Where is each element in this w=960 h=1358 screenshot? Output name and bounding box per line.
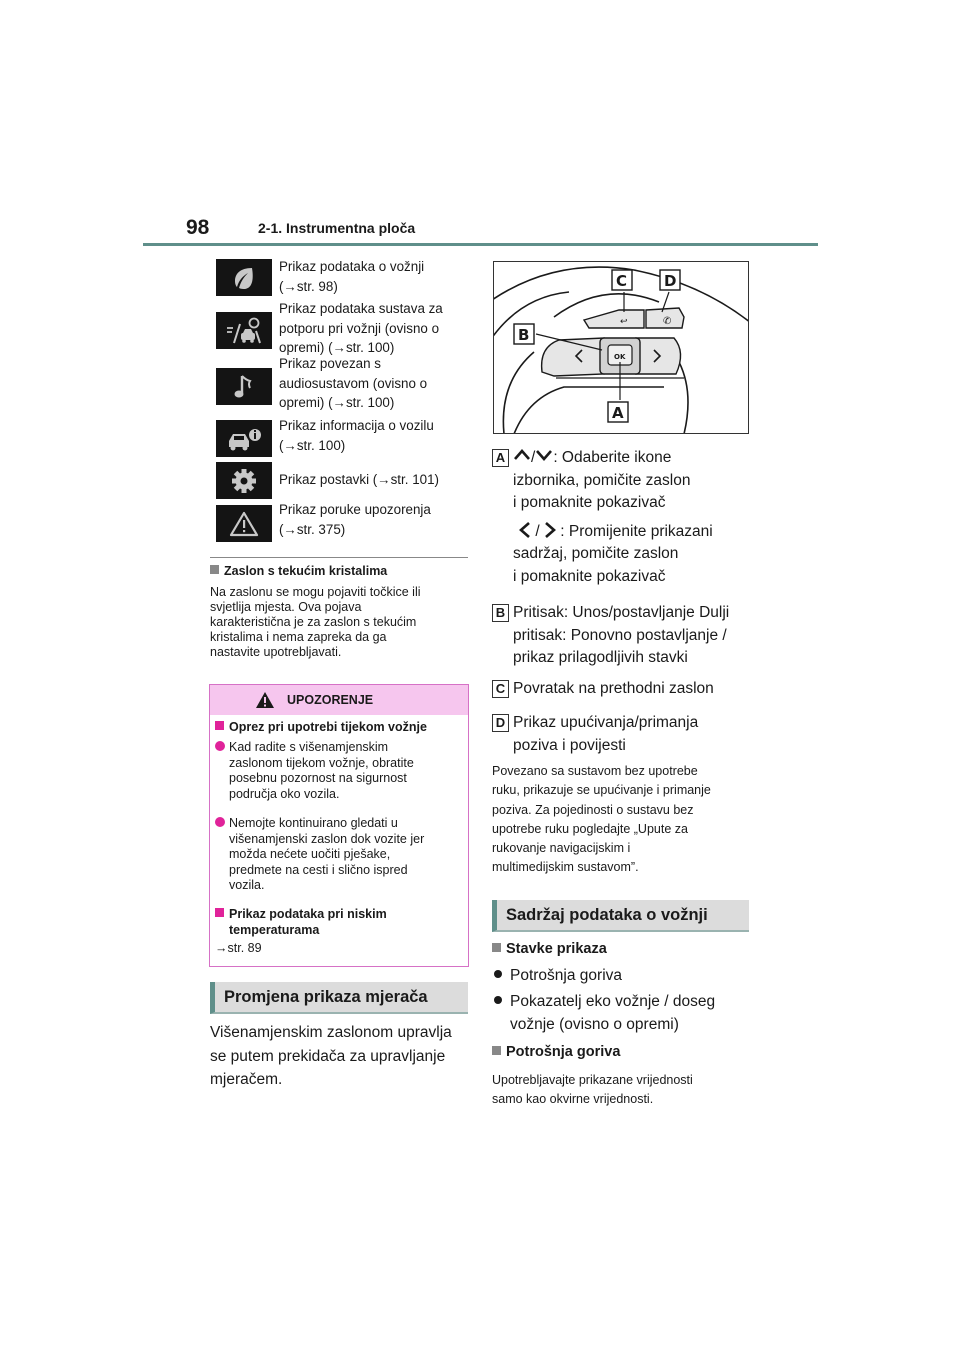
- music-note-icon: [216, 368, 272, 405]
- warning-heading-text: Oprez pri upotrebi tijekom vožnje: [229, 720, 427, 734]
- diagram-label-b: B: [518, 326, 530, 344]
- icon-row-text: [279, 354, 465, 413]
- separator: [210, 557, 468, 558]
- round-bullet: [494, 970, 502, 978]
- lcd-heading: [210, 564, 387, 578]
- text-line: možda nećete uočiti pješake,: [229, 847, 391, 861]
- text-line: zaslonom tijekom vožnje, obratite: [229, 755, 414, 770]
- legend-label-a: A: [492, 449, 509, 467]
- text-line: opremi) (→str. 100): [279, 340, 395, 355]
- text-line: Potrošnja goriva: [510, 967, 623, 984]
- round-bullet: [215, 741, 225, 751]
- diagram-label-d: D: [664, 272, 677, 290]
- square-bullet: [215, 721, 224, 730]
- warning-header: [210, 685, 468, 715]
- text-line: Pokazatelj eko vožnje / doseg: [510, 993, 716, 1010]
- text-line: Prikaz podataka pri niskim: [229, 907, 387, 921]
- page-reference: →str. 89: [215, 941, 262, 955]
- warning-triangle-icon: [216, 505, 272, 542]
- chevron-down-icon: [535, 449, 553, 461]
- leaf-icon: [216, 259, 272, 296]
- text-line: opremi) (→str. 100): [279, 395, 395, 410]
- text-line: samo kao okvirne vrijednosti.: [492, 1092, 654, 1107]
- square-bullet: [215, 908, 224, 917]
- text-line: vozila.: [229, 878, 265, 892]
- diagram-label-a: A: [612, 404, 624, 422]
- legend-label-d: D: [492, 714, 509, 732]
- section-heading-gauge: Promjena prikaza mjerača: [210, 982, 468, 1014]
- text-line: kristalima i nema zapreka da ga: [210, 630, 387, 644]
- text-line: izbornika, pomičite zaslon: [513, 471, 691, 489]
- text-line: upotrebe ruku pogledajte „Upute za: [492, 821, 688, 836]
- bullet-fuel-consumption: [492, 965, 754, 988]
- text-line: poziva i povijesti: [513, 736, 626, 754]
- text-line: Stavke prikaza: [506, 941, 607, 957]
- vehicle-info-icon: [216, 420, 272, 457]
- fuel-consumption-note: [492, 1071, 754, 1110]
- warning-heading-1: [215, 720, 465, 736]
- text-line: ruku, prikazuje se upućivanje i primanje: [492, 783, 711, 798]
- diagram-label-c: C: [616, 272, 628, 290]
- text-line: (→str. 98): [279, 278, 338, 294]
- warning-box: [209, 684, 469, 967]
- square-bullet: [492, 943, 501, 952]
- text-line: karakteristična je za zaslon s tekućim: [210, 615, 417, 629]
- square-bullet: [210, 565, 219, 574]
- separator-slash: /: [531, 449, 536, 466]
- text-line: sadržaj, pomičite zaslon: [513, 545, 679, 562]
- text-line: potporu pri vožnji (ovisno o: [279, 320, 440, 336]
- steering-switch-illustration: [494, 262, 749, 434]
- text-line: i pomaknite pokazivač: [513, 567, 666, 585]
- lcd-paragraph: [210, 585, 468, 660]
- text-line: i pomaknite pokazivač: [513, 494, 666, 511]
- text-line: Prikaz informacija o vozilu: [279, 418, 434, 433]
- icon-row-text: [279, 299, 465, 358]
- warning-title: UPOZORENJE: [287, 693, 374, 707]
- legend-label-b: B: [492, 604, 509, 622]
- legend-a-line4: [513, 521, 754, 544]
- text-line: Prikaz poruke upozorenja: [279, 502, 431, 517]
- warning-heading-2: [215, 907, 465, 938]
- text-line: poziva. Za pojedinosti o sustavu bez: [492, 802, 694, 817]
- lcd-heading-text: Zaslon s tekućim kristalima: [224, 564, 388, 578]
- warning-bullet-2: [215, 816, 465, 894]
- page-number: 98: [186, 216, 210, 239]
- text-line: : Odaberite ikone: [553, 449, 672, 466]
- text-line: predmete na cesti i slično ispred: [229, 862, 408, 877]
- svg-text:✆: ✆: [663, 316, 672, 327]
- legend-a-text: [513, 447, 754, 588]
- steering-switch-diagram: [493, 261, 749, 434]
- text-line: Nemojte kontinuirano gledati u: [229, 816, 398, 830]
- text-line: Prikaz povezan s: [279, 356, 381, 371]
- text-line: Kad radite s višenamjenskim: [229, 740, 389, 754]
- gear-icon: [216, 462, 272, 499]
- legend-d-text: [513, 712, 754, 757]
- separator-slash: /: [535, 522, 540, 540]
- section1-body: [210, 1021, 472, 1092]
- handsfree-note: [492, 762, 754, 878]
- chevron-right-icon: [544, 521, 556, 539]
- bullet-eco-indicator: [492, 991, 754, 1036]
- round-bullet: [215, 817, 225, 827]
- text-line: pritisak: Ponovno postavljanje /: [513, 626, 727, 644]
- text-line: rukovanje navigacijskim i: [492, 841, 631, 856]
- legend-a: [492, 447, 754, 587]
- warning-bullet-1: [215, 740, 465, 802]
- round-bullet: [494, 996, 502, 1004]
- legend-a-line1: [513, 447, 754, 470]
- legend-b-text: [513, 602, 754, 670]
- icon-row-text: [279, 416, 465, 455]
- driving-assist-icon: [216, 312, 272, 349]
- chevron-up-icon: [513, 449, 531, 461]
- text-line: Potrošnja goriva: [506, 1044, 621, 1060]
- text-line: Pritisak: Unos/postavljanje Dulji: [513, 604, 730, 621]
- fuel-consumption-heading: [492, 1044, 620, 1060]
- svg-text:↩: ↩: [620, 317, 628, 327]
- text-line: Prikaz podataka o vožnji: [279, 259, 425, 274]
- text-line: multimedijskim sustavom”.: [492, 860, 639, 875]
- text-line: višenamjenski zaslon dok vozite jer: [229, 831, 425, 846]
- text-line: Povezano sa sustavom bez upotrebe: [492, 764, 698, 778]
- text-line: : Promijenite prikazani: [560, 522, 713, 540]
- text-line: temperaturama: [229, 922, 320, 937]
- text-line: svjetlija mjesta. Ova pojava: [210, 600, 362, 614]
- warning-triangle-icon: [255, 691, 275, 709]
- icon-row-text: [279, 257, 465, 296]
- text-line: mjeračem.: [210, 1071, 283, 1088]
- text-line: Višenamjenskim zaslonom upravlja: [210, 1024, 452, 1041]
- chevron-left-icon: [519, 521, 531, 539]
- text-line: posebnu pozornost na sigurnost: [229, 771, 407, 785]
- text-line: Upotrebljavajte prikazane vrijednosti: [492, 1073, 693, 1087]
- text-line: Prikaz podataka sustava za: [279, 301, 443, 316]
- text-line: prikaz prilagodljivih stavki: [513, 649, 688, 666]
- ok-label: OK: [614, 353, 626, 361]
- text-line: (→str. 375): [279, 521, 346, 537]
- section-heading-drive-data: Sadržaj podataka o vožnji: [492, 900, 749, 932]
- text-line: područja oko vozila.: [229, 786, 340, 801]
- display-items-heading: [492, 941, 607, 957]
- text-line: nastavite upotrebljavati.: [210, 645, 342, 659]
- icon-row-text: [279, 500, 465, 539]
- text-line: Prikaz postavki (→str. 101): [279, 472, 439, 487]
- header-rule: [143, 243, 818, 246]
- legend-label-c: C: [492, 680, 509, 698]
- text-line: Na zaslonu se mogu pojaviti točkice ili: [210, 585, 421, 599]
- text-line: (→str. 100): [279, 437, 346, 453]
- text-line: Prikaz upućivanja/primanja: [513, 714, 699, 731]
- text-line: se putem prekidača za upravljanje: [210, 1047, 446, 1065]
- text-line: audiosustavom (ovisno o: [279, 375, 428, 391]
- text-line: vožnje (ovisno o opremi): [510, 1015, 679, 1033]
- section-title: 2-1. Instrumentna ploča: [258, 220, 416, 236]
- text-line: Povratak na prethodni zaslon: [513, 680, 714, 697]
- icon-row-text: [279, 470, 465, 490]
- square-bullet: [492, 1046, 501, 1055]
